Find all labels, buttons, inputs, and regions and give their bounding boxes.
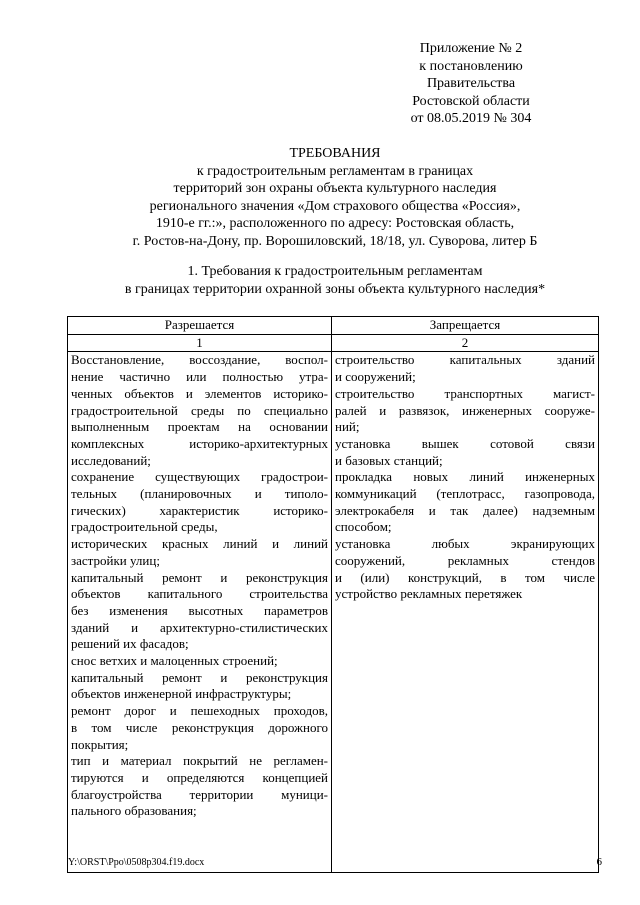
section-line: в границах территории охранной зоны объекта культурного наследия* — [124, 281, 546, 297]
appendix-line: Правительства — [426, 76, 516, 91]
cell-text-line: установка любых экранирующих — [335, 536, 595, 552]
title-line: к градостроительным регламентам в границах — [196, 163, 474, 179]
allowed-cell — [68, 352, 332, 873]
forbidden-cell — [332, 352, 599, 873]
cell-text-line: гических) характеристик историко- — [71, 502, 328, 518]
title-line: территорий зон охраны объекта культурного наследия — [173, 181, 497, 197]
cell-text-line: покрытия; — [71, 736, 129, 752]
title-line: 1910-е гг.:», расположенного по адресу: Ростовская область, — [155, 216, 515, 232]
appendix-block — [381, 40, 561, 128]
section-heading — [70, 263, 600, 298]
cell-text-line: пального образования; — [71, 803, 197, 819]
document-title — [70, 145, 600, 251]
cell-text-line: капитальный ремонт и реконструкция — [71, 569, 328, 585]
cell-text-line: снос ветхих и малоценных строений; — [71, 653, 278, 669]
cell-text-line: тируются и определяются концепцией — [71, 769, 328, 785]
cell-text-line: нение частично или полностью утра- — [71, 369, 328, 385]
cell-text-line: электрокабеля и так далее) надземным — [335, 502, 595, 518]
title-line: регионального значения «Дом страхового общества «Россия», — [149, 198, 521, 214]
cell-text-line: зданий и архитектурно-стилистических — [71, 619, 328, 635]
cell-text-line: комплексных историко-архитектурных — [71, 435, 328, 451]
cell-text-line: тельных (планировочных и типоло- — [71, 486, 328, 502]
cell-text-line: коммуникаций (теплотрасс, газопровода, — [335, 486, 595, 502]
column-number: 1 — [68, 334, 332, 352]
cell-text-line: ченных объектов и элементов историко- — [71, 385, 328, 401]
title-line: г. Ростов-на-Дону, пр. Ворошиловский, 18/18, ул. Суворова, литер Б — [132, 233, 538, 249]
title-heading: ТРЕБОВАНИЯ — [289, 146, 381, 161]
cell-text-line: сохранение существующих градострои- — [71, 469, 328, 485]
cell-text-line: и базовых станций; — [335, 452, 443, 468]
cell-text-line: решений их фасадов; — [71, 636, 189, 652]
cell-text-line: в том числе реконструкция дорожного — [71, 719, 328, 735]
cell-text-line: застройки улиц; — [71, 552, 160, 568]
table-row — [68, 352, 599, 873]
cell-text-line: градостроительной среды, — [71, 519, 218, 535]
column-number: 2 — [332, 334, 599, 352]
cell-text-line: без изменения высотных параметров — [71, 602, 328, 618]
header-allowed: Разрешается — [68, 317, 332, 335]
appendix-line: Приложение № 2 — [419, 41, 523, 56]
cell-text-line: объектов инженерной инфраструктуры; — [71, 686, 292, 702]
cell-text-line: сооружений, рекламных стендов — [335, 552, 595, 568]
cell-text-line: способом; — [335, 519, 392, 535]
cell-text-line: капитальный ремонт и реконструкция — [71, 669, 328, 685]
cell-text-line: выполненным проектам на основании — [71, 419, 328, 435]
cell-text-line: ний; — [335, 419, 360, 435]
cell-text-line: прокладка новых линий инженерных — [335, 469, 595, 485]
cell-text-line: тип и материал покрытий не регламен- — [71, 753, 328, 769]
table-number-row — [68, 334, 599, 352]
footer-file-path: Y:\ORST\Ppo\0508p304.f19.docx — [68, 857, 205, 868]
cell-text-line: строительство капитальных зданий — [335, 352, 595, 368]
section-line: 1. Требования к градостроительным регламентам — [187, 264, 483, 279]
cell-text-line: и (или) конструкций, в том числе — [335, 569, 595, 585]
appendix-line: Ростовской области — [412, 93, 530, 109]
cell-text-line: исторических красных линий и линий — [71, 536, 328, 552]
cell-text-line: градостроительной среды по специально — [71, 402, 328, 418]
cell-text-line: и сооружений; — [335, 369, 416, 385]
cell-text-line: ралей и развязок, инженерных сооруже- — [335, 402, 595, 418]
cell-text-line: установка вышек сотовой связи — [335, 435, 595, 451]
header-forbidden: Запрещается — [332, 317, 599, 335]
cell-text-line: устройство рекламных перетяжек — [335, 586, 523, 602]
table-header-row — [68, 317, 599, 335]
cell-text-line: Восстановление, воссоздание, воспол- — [71, 352, 328, 368]
cell-text-line: исследований; — [71, 452, 151, 468]
requirements-table — [67, 316, 599, 873]
cell-text-line: ремонт дорог и пешеходных проходов, — [71, 703, 328, 719]
cell-text-line: благоустройства территории муници- — [71, 786, 328, 802]
cell-text-line: объектов капитального строительства — [71, 586, 328, 602]
page-number: 6 — [596, 856, 602, 868]
appendix-line: от 08.05.2019 № 304 — [410, 111, 532, 126]
cell-text-line: строительство транспортных магист- — [335, 385, 595, 401]
appendix-line: к постановлению — [419, 58, 523, 74]
